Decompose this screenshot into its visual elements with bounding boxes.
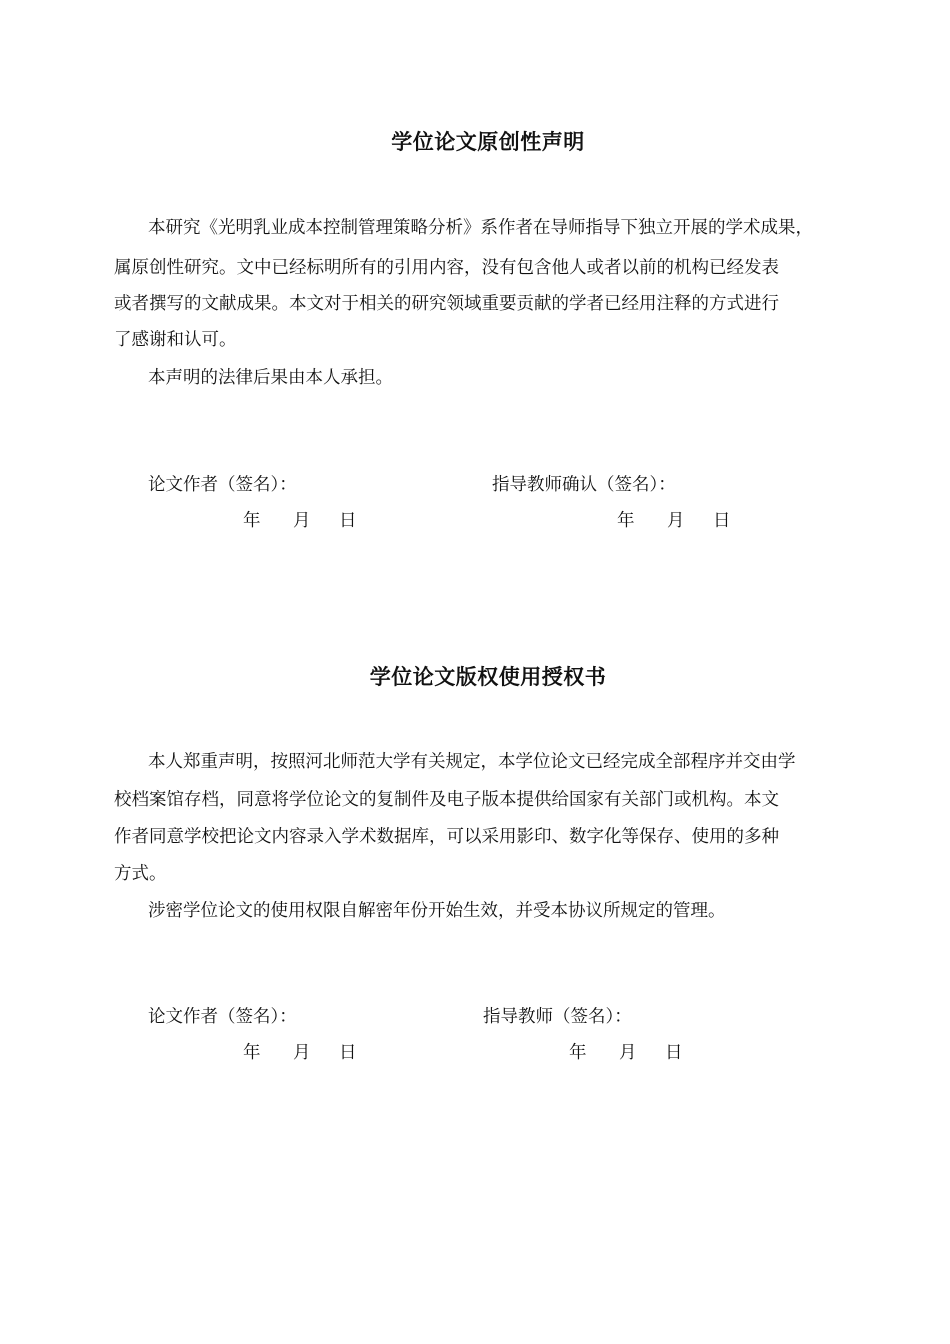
declaration-author-date xyxy=(243,507,357,532)
date-year-label: 年 xyxy=(569,1043,587,1063)
authorization-line-5: 涉密学位论文的使用权限自解密年份开始生效，并受本协议所规定的管理。 xyxy=(148,901,726,921)
authorization-line-3: 作者同意学校把论文内容录入学术数据库，可以采用影印、数字化等保存、使用的多种 xyxy=(114,827,779,847)
declaration-line-2: 属原创性研究。文中已经标明所有的引用内容，没有包含他人或者以前的机构已经发表 xyxy=(114,258,779,278)
declaration-author-signature-label: 论文作者（签名）： xyxy=(148,475,297,495)
declaration-line-4: 了感谢和认可。 xyxy=(114,330,237,350)
authorization-advisor-signature-label: 指导教师（签名）： xyxy=(483,1007,632,1027)
authorization-author-signature-label: 论文作者（签名）： xyxy=(148,1007,297,1027)
declaration-line-3: 或者撰写的文献成果。本文对于相关的研究领域重要贡献的学者已经用注释的方式进行 xyxy=(114,294,779,314)
authorization-line-1: 本人郑重声明，按照河北师范大学有关规定，本学位论文已经完成全部程序并交由学 xyxy=(148,752,796,772)
date-month-label: 月 xyxy=(293,1043,311,1063)
date-month-label: 月 xyxy=(293,511,311,531)
authorization-line-4: 方式。 xyxy=(114,864,167,884)
authorization-title: 学位论文版权使用授权书 xyxy=(369,665,607,689)
date-year-label: 年 xyxy=(617,511,635,531)
date-day-label: 日 xyxy=(665,1043,683,1063)
date-day-label: 日 xyxy=(713,511,731,531)
declaration-advisor-signature-label: 指导教师确认（签名）： xyxy=(492,475,676,495)
declaration-title: 学位论文原创性声明 xyxy=(391,130,585,154)
authorization-author-date xyxy=(243,1039,357,1064)
authorization-line-2: 校档案馆存档，同意将学位论文的复制件及电子版本提供给国家有关部门或机构。本文 xyxy=(114,790,779,810)
date-year-label: 年 xyxy=(243,511,261,531)
date-month-label: 月 xyxy=(667,511,685,531)
declaration-line-5: 本声明的法律后果由本人承担。 xyxy=(148,368,393,388)
date-month-label: 月 xyxy=(619,1043,637,1063)
date-year-label: 年 xyxy=(243,1043,261,1063)
declaration-line-1: 本研究《光明乳业成本控制管理策略分析》系作者在导师指导下独立开展的学术成果， xyxy=(148,218,813,238)
date-day-label: 日 xyxy=(339,1043,357,1063)
date-day-label: 日 xyxy=(339,511,357,531)
declaration-advisor-date xyxy=(617,507,731,532)
authorization-advisor-date xyxy=(569,1039,683,1064)
